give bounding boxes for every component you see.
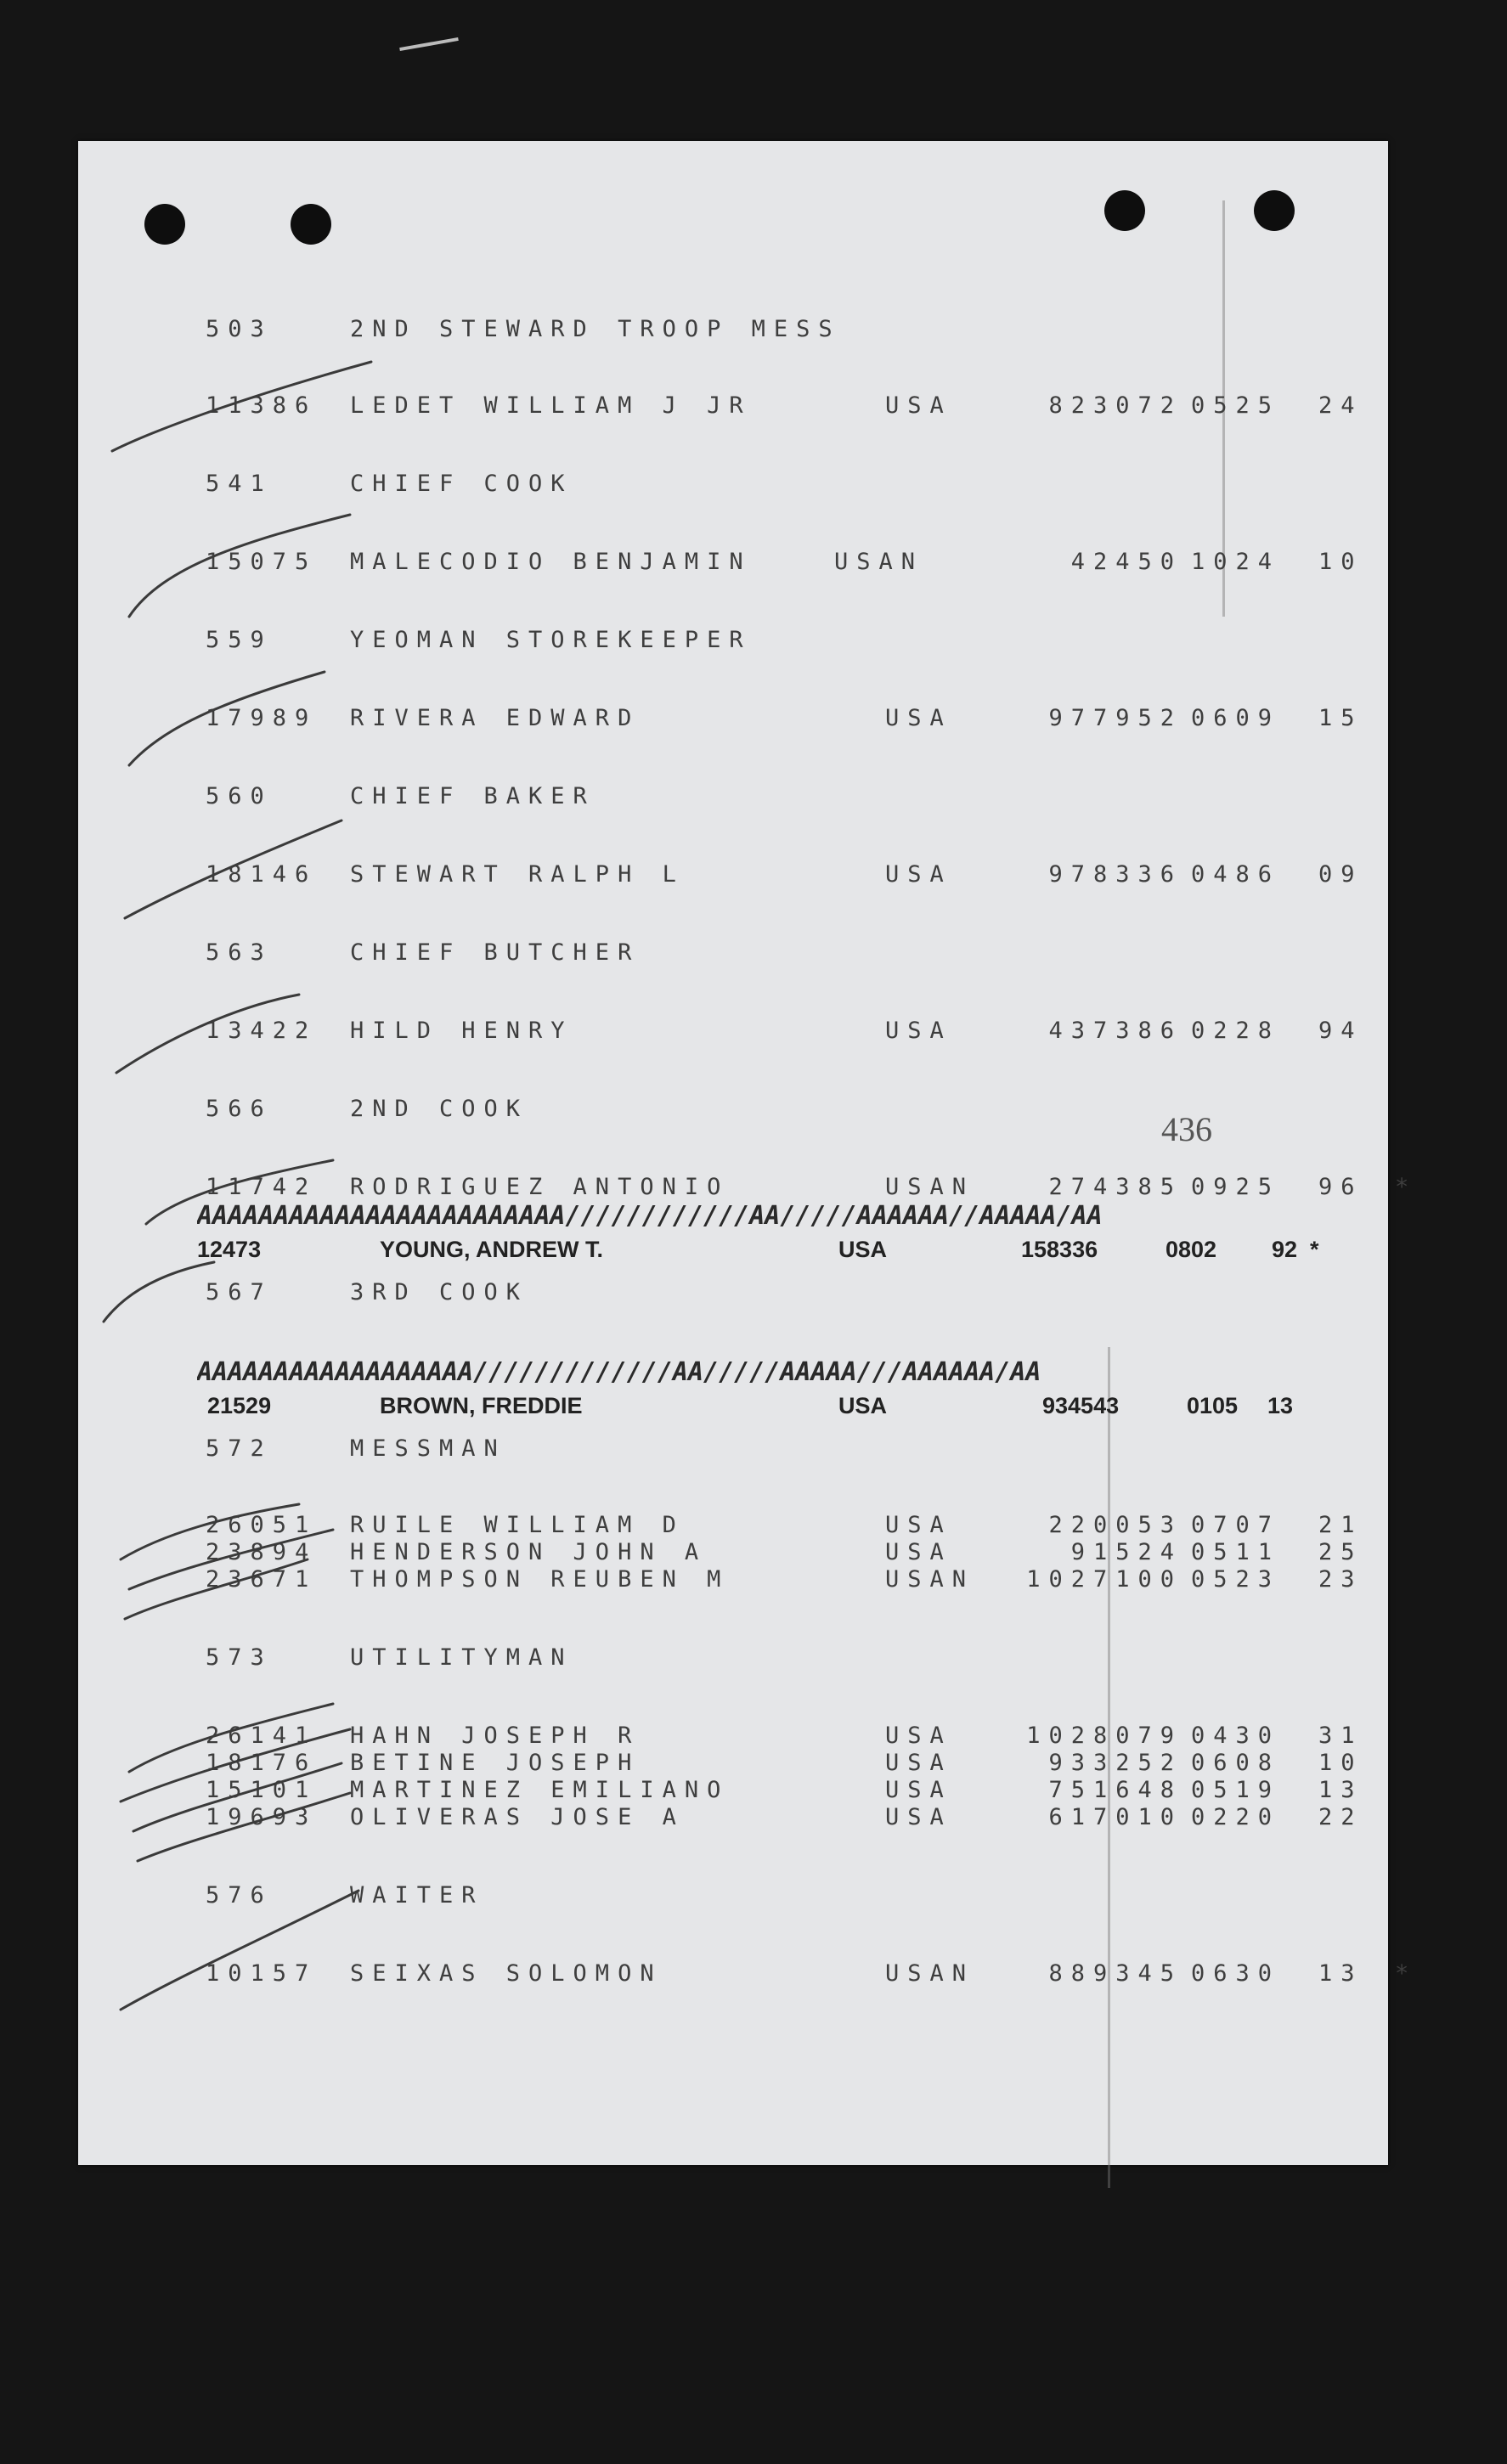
entry-code: 1024: [1191, 549, 1281, 575]
entry-service-number: 617010: [1048, 1804, 1182, 1830]
entry-branch: USA: [838, 1237, 888, 1262]
entry-name: YOUNG, ANDREW T.: [380, 1237, 603, 1262]
entry-years: 13: [1318, 1777, 1363, 1803]
entry-branch: USA: [838, 1393, 888, 1418]
entry-number: 26051: [206, 1512, 318, 1538]
check-mark: [125, 1559, 308, 1619]
check-mark: [138, 1793, 350, 1861]
entry-code: 0519: [1191, 1777, 1281, 1803]
entry-name: OLIVERAS JOSE A: [350, 1804, 685, 1830]
entry-branch: USA: [885, 1777, 952, 1803]
entry-number: 15075: [206, 549, 318, 575]
entry-number: 21529: [207, 1393, 272, 1418]
entry-code: 0430: [1191, 1723, 1281, 1749]
entry-name: RODRIGUEZ ANTONIO: [350, 1174, 730, 1200]
check-mark: [146, 1160, 333, 1224]
handwritten-check-marks: [78, 141, 1388, 2165]
check-mark: [116, 995, 299, 1073]
entry-service-number: 42450: [1070, 549, 1182, 575]
section-code: 572: [206, 1435, 273, 1462]
entry-branch: USAN: [834, 549, 924, 575]
entry-code: 0525: [1191, 392, 1281, 419]
entry-service-number: 933252: [1048, 1750, 1182, 1776]
check-mark: [121, 1504, 299, 1559]
entry-branch: USA: [885, 1539, 952, 1565]
entry-code: 0523: [1191, 1566, 1281, 1593]
entry-years: 10: [1318, 549, 1363, 575]
entry-branch: USA: [885, 861, 952, 888]
page-number: 436: [1161, 1110, 1212, 1148]
entry-years: 31: [1318, 1723, 1363, 1749]
entry-service-number: 220053: [1048, 1512, 1182, 1538]
entry-years: 09: [1318, 861, 1363, 888]
entry-name: HENDERSON JOHN A: [350, 1539, 708, 1565]
entry-number: 19693: [206, 1804, 318, 1830]
entry-number: 13422: [206, 1018, 318, 1044]
section-title: YEOMAN STOREKEEPER: [350, 627, 752, 653]
section-title: 2ND STEWARD TROOP MESS: [350, 316, 841, 342]
entry-service-number: 823072: [1048, 392, 1182, 419]
entry-years: 23: [1318, 1566, 1363, 1593]
check-mark: [129, 515, 350, 617]
entry-service-number: 977952: [1048, 705, 1182, 731]
check-mark: [121, 1729, 350, 1801]
section-code: 541: [206, 471, 273, 497]
entry-code: 0105: [1187, 1393, 1239, 1418]
entry-years: 25: [1318, 1539, 1363, 1565]
entry-years: 24: [1318, 392, 1363, 419]
entry-name: MARTINEZ EMILIANO: [350, 1777, 730, 1803]
entry-service-number: 889345: [1048, 1960, 1182, 1987]
entry-years: 10: [1318, 1750, 1363, 1776]
entry-name: RUILE WILLIAM D: [350, 1512, 685, 1538]
entry-branch: USA: [885, 1750, 952, 1776]
entry-service-number: 274385: [1048, 1174, 1182, 1200]
section-title: UTILITYMAN: [350, 1644, 573, 1671]
entry-branch: USA: [885, 392, 952, 419]
entry-code: 0630: [1191, 1960, 1281, 1987]
entry-name: LEDET WILLIAM J JR: [350, 392, 752, 419]
entry-asterisk: *: [1310, 1237, 1319, 1262]
section-title: CHIEF BAKER: [350, 783, 595, 809]
entry-name: RIVERA EDWARD: [350, 705, 641, 731]
check-mark: [129, 1530, 333, 1589]
entry-asterisk: *: [1395, 1174, 1418, 1200]
entry-service-number: 751648: [1048, 1777, 1182, 1803]
entry-number: 18176: [206, 1750, 318, 1776]
entry-years: 15: [1318, 705, 1363, 731]
entry-code: 0707: [1191, 1512, 1281, 1538]
check-mark: [121, 1891, 358, 2010]
document-page: [78, 141, 1418, 2165]
entry-number: 10157: [206, 1960, 318, 1987]
section-code: 559: [206, 627, 273, 653]
section-code: 566: [206, 1096, 273, 1122]
entry-years: 22: [1318, 1804, 1363, 1830]
entry-name: MALECODIO BENJAMIN: [350, 549, 752, 575]
section-code: 573: [206, 1644, 273, 1671]
entry-years: 21: [1318, 1512, 1363, 1538]
entry-number: 26141: [206, 1723, 318, 1749]
entry-years: 13: [1318, 1960, 1363, 1987]
entry-code: 0925: [1191, 1174, 1281, 1200]
entry-branch: USAN: [885, 1174, 975, 1200]
entry-years: 96: [1318, 1174, 1363, 1200]
check-mark: [104, 1262, 214, 1322]
entry-number: 17989: [206, 705, 318, 731]
strikeout-line: AAAAAAAAAAAAAAAAAA/////////////AA/////AAAAA///AAAAAA/AA: [197, 1357, 1041, 1387]
section-title: MESSMAN: [350, 1435, 506, 1462]
entry-number: 15101: [206, 1777, 318, 1803]
check-mark: [125, 820, 341, 918]
section-code: 563: [206, 939, 273, 966]
entry-service-number: 437386: [1048, 1018, 1182, 1044]
strikeout-line: AAAAAAAAAAAAAAAAAAAAAAAA////////////AA/////AAAAAA//AAAAA/AA: [197, 1201, 1103, 1231]
entry-years: 92: [1272, 1237, 1298, 1262]
entry-asterisk: *: [1395, 1960, 1418, 1987]
entry-service-number: 1028079: [1026, 1723, 1182, 1749]
entry-branch: USAN: [885, 1566, 975, 1593]
entry-code: 0609: [1191, 705, 1281, 731]
entry-name: BETINE JOSEPH: [350, 1750, 641, 1776]
section-title: CHIEF COOK: [350, 471, 573, 497]
section-code: 567: [206, 1279, 273, 1305]
entry-service-number: 978336: [1048, 861, 1182, 888]
section-title: CHIEF BUTCHER: [350, 939, 641, 966]
entry-branch: USA: [885, 705, 952, 731]
entry-branch: USA: [885, 1512, 952, 1538]
section-code: 576: [206, 1882, 273, 1909]
entry-code: 0220: [1191, 1804, 1281, 1830]
entry-code: 0511: [1191, 1539, 1281, 1565]
entry-number: 11386: [206, 392, 318, 419]
entry-number: 23894: [206, 1539, 318, 1565]
entry-name: HILD HENRY: [350, 1018, 573, 1044]
entry-name: THOMPSON REUBEN M: [350, 1566, 730, 1593]
scan-artifact: [399, 37, 459, 51]
entry-branch: USAN: [885, 1960, 975, 1987]
entry-code: 0802: [1166, 1237, 1217, 1262]
entry-years: 13: [1267, 1393, 1294, 1418]
check-mark: [112, 362, 371, 451]
entry-name: BROWN, FREDDIE: [380, 1393, 583, 1418]
entry-service-number: 934543: [1042, 1393, 1120, 1418]
entry-service-number: 91524: [1070, 1539, 1182, 1565]
entry-branch: USA: [885, 1723, 952, 1749]
entry-service-number: 158336: [1021, 1237, 1098, 1262]
check-mark: [129, 672, 325, 765]
section-code: 503: [206, 316, 273, 342]
entry-branch: USA: [885, 1018, 952, 1044]
entry-number: 23671: [206, 1566, 318, 1593]
entry-branch: USA: [885, 1804, 952, 1830]
section-title: 3RD COOK: [350, 1279, 529, 1305]
entry-number: 18146: [206, 861, 318, 888]
entry-number: 12473: [197, 1237, 262, 1262]
entry-name: SEIXAS SOLOMON: [350, 1960, 663, 1987]
entry-code: 0486: [1191, 861, 1281, 888]
section-code: 560: [206, 783, 273, 809]
entry-service-number: 1027100: [1026, 1566, 1182, 1593]
section-title: 2ND COOK: [350, 1096, 529, 1122]
entry-code: 0608: [1191, 1750, 1281, 1776]
check-mark: [129, 1704, 333, 1772]
entry-years: 94: [1318, 1018, 1363, 1044]
entry-name: STEWART RALPH L: [350, 861, 685, 888]
entry-code: 0228: [1191, 1018, 1281, 1044]
section-title: WAITER: [350, 1882, 484, 1909]
entry-name: HAHN JOSEPH R: [350, 1723, 641, 1749]
check-mark: [133, 1763, 341, 1831]
entry-number: 11742: [206, 1174, 318, 1200]
